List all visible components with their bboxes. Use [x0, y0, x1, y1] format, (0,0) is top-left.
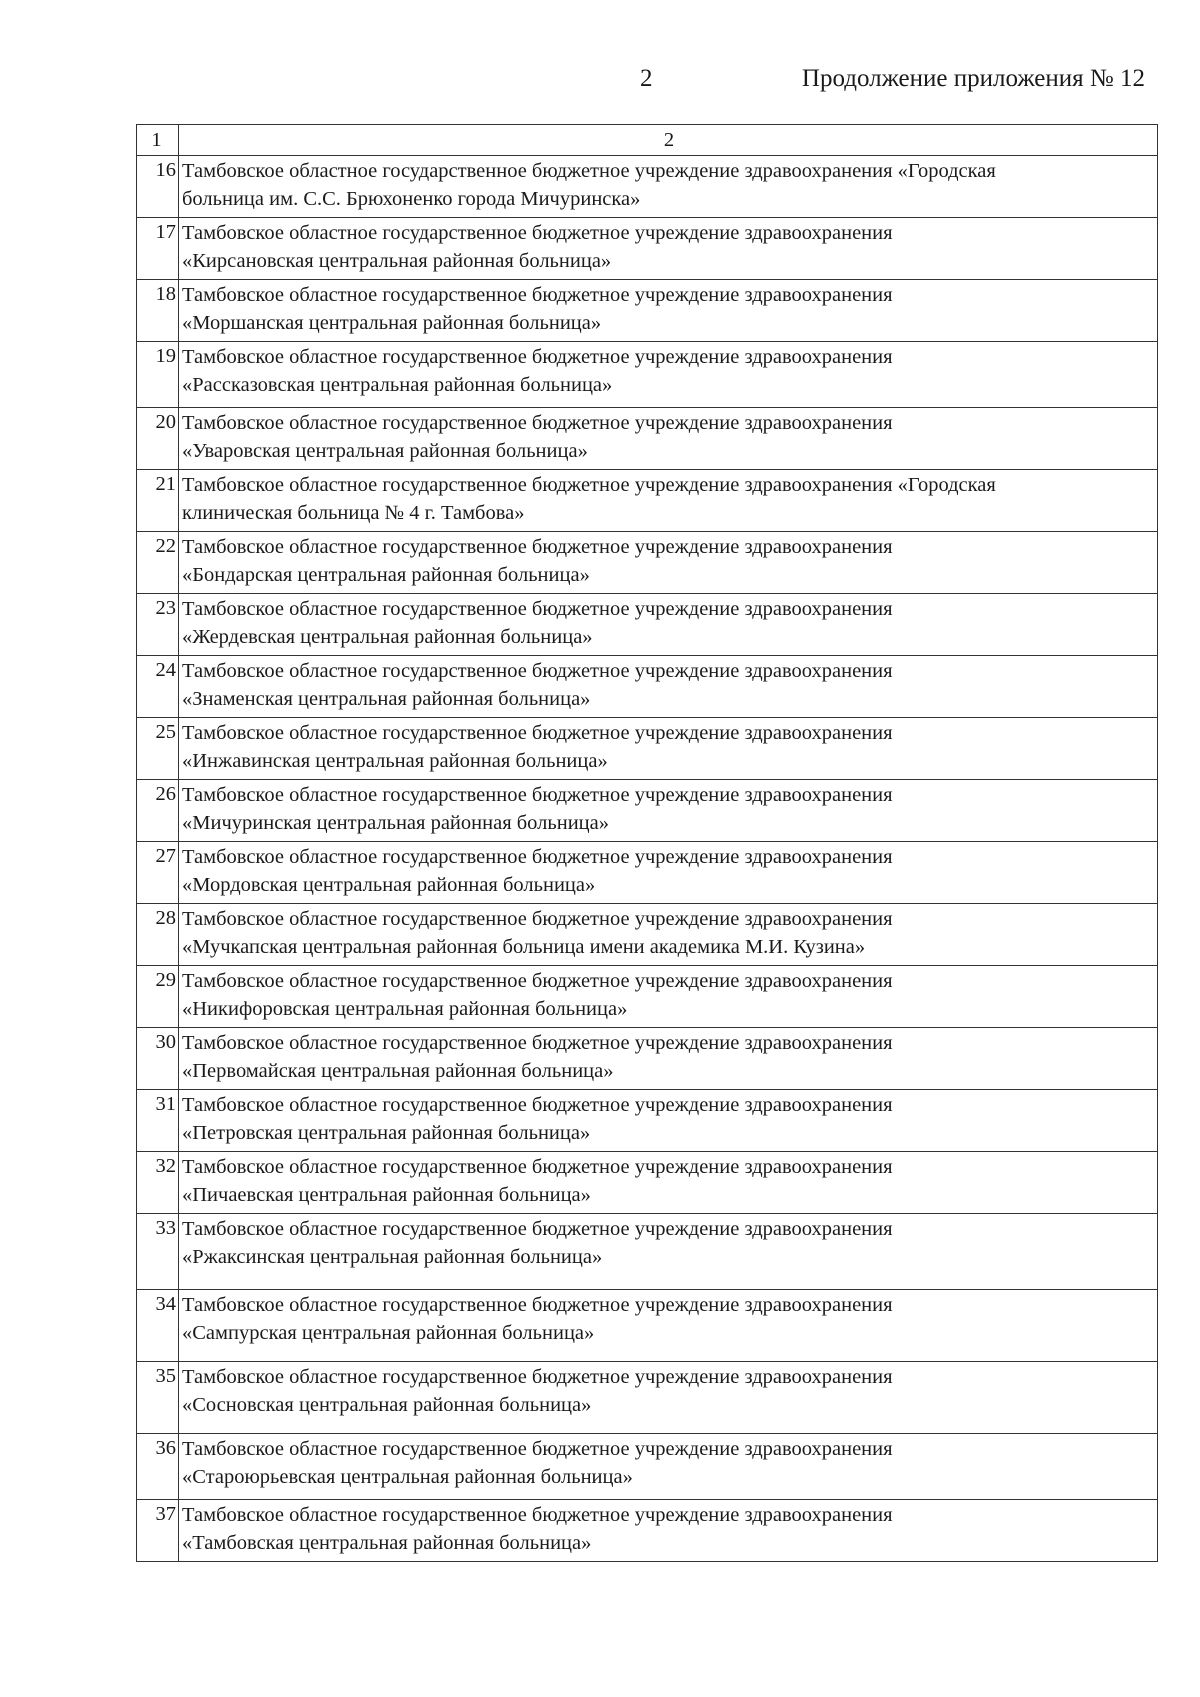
table-header-row: [137, 125, 1158, 156]
institution-name-line-2: «Уваровская центральная районная больница»: [182, 440, 588, 462]
institution-name-line-1: Тамбовское областное государственное бюджетное учреждение здравоохранения: [182, 1218, 893, 1240]
table-row: [137, 218, 1158, 280]
institution-name-line-1: Тамбовское областное государственное бюджетное учреждение здравоохранения: [182, 536, 893, 558]
institution-name-line-1: Тамбовское областное государственное бюджетное учреждение здравоохранения: [182, 1032, 893, 1054]
institution-name-line-1: Тамбовское областное государственное бюджетное учреждение здравоохранения: [182, 598, 893, 620]
table-row: [137, 1152, 1158, 1214]
institution-name-line-2: «Кирсановская центральная районная больница»: [182, 250, 612, 272]
row-number: 35: [137, 1362, 179, 1434]
institution-name-line-1: Тамбовское областное государственное бюджетное учреждение здравоохранения: [182, 722, 893, 744]
institution-name-line-1: Тамбовское областное государственное бюджетное учреждение здравоохранения: [182, 412, 893, 434]
table-row: [137, 280, 1158, 342]
table-row: [137, 1500, 1158, 1562]
row-number: 17: [137, 218, 179, 280]
institution-name-line-2: «Ржаксинская центральная районная больница»: [182, 1246, 603, 1268]
table-row: [137, 966, 1158, 1028]
institution-name: [179, 966, 1158, 1028]
table-row: [137, 718, 1158, 780]
institution-name-line-2: «Моршанская центральная районная больница»: [182, 312, 602, 334]
institution-name-line-1: Тамбовское областное государственное бюджетное учреждение здравоохранения: [182, 970, 893, 992]
row-number: 25: [137, 718, 179, 780]
row-number: 16: [137, 156, 179, 218]
row-number: 20: [137, 408, 179, 470]
institution-name-line-2: «Тамбовская центральная районная больница»: [182, 1532, 592, 1554]
institution-name-line-2: «Мучкапская центральная районная больница имени академика М.И. Кузина»: [182, 936, 866, 958]
table-row: [137, 656, 1158, 718]
institution-name-line-2: «Петровская центральная районная больница»: [182, 1122, 591, 1144]
row-number: 24: [137, 656, 179, 718]
table-row: [137, 842, 1158, 904]
institution-name-line-2: «Знаменская центральная районная больница»: [182, 688, 591, 710]
institution-name-line-2: «Староюрьевская центральная районная больница»: [182, 1466, 633, 1488]
institution-name-line-2: «Никифоровская центральная районная больница»: [182, 998, 628, 1020]
institution-name: [179, 470, 1158, 532]
institution-name: [179, 1434, 1158, 1500]
institution-name: [179, 1500, 1158, 1562]
institution-name: [179, 1028, 1158, 1090]
row-number: 32: [137, 1152, 179, 1214]
row-number: 18: [137, 280, 179, 342]
institution-name-line-1: Тамбовское областное государственное бюджетное учреждение здравоохранения: [182, 1294, 893, 1316]
institution-name: [179, 594, 1158, 656]
institution-name: [179, 532, 1158, 594]
table-row: [137, 470, 1158, 532]
row-number: 19: [137, 342, 179, 408]
institution-name-line-2: «Бондарская центральная районная больница»: [182, 564, 590, 586]
institution-name: [179, 156, 1158, 218]
institution-name: [179, 1290, 1158, 1362]
row-number: 26: [137, 780, 179, 842]
column-header-name: 2: [179, 125, 1158, 156]
institution-name-line-2: «Жердевская центральная районная больница»: [182, 626, 593, 648]
institution-name-line-1: Тамбовское областное государственное бюджетное учреждение здравоохранения: [182, 346, 893, 368]
row-number: 23: [137, 594, 179, 656]
institution-name-line-1: Тамбовское областное государственное бюджетное учреждение здравоохранения: [182, 222, 893, 244]
institution-name: [179, 1090, 1158, 1152]
row-number: 36: [137, 1434, 179, 1500]
table-row: [137, 1362, 1158, 1434]
table-row: [137, 594, 1158, 656]
institution-name-line-2: «Пичаевская центральная районная больница»: [182, 1184, 591, 1206]
table-row: [137, 532, 1158, 594]
continuation-label: Продолжение приложения № 12: [801, 65, 1145, 92]
institution-name-line-1: Тамбовское областное государственное бюджетное учреждение здравоохранения: [182, 1156, 893, 1178]
row-number: 34: [137, 1290, 179, 1362]
institution-name: [179, 656, 1158, 718]
table-row: [137, 156, 1158, 218]
table-row: [137, 1290, 1158, 1362]
row-number: 33: [137, 1214, 179, 1290]
table-row: [137, 1434, 1158, 1500]
institution-name-line-2: «Сампурская центральная районная больница»: [182, 1322, 595, 1344]
row-number: 21: [137, 470, 179, 532]
institution-name-line-1: Тамбовское областное государственное бюджетное учреждение здравоохранения: [182, 1438, 893, 1460]
institution-name: [179, 842, 1158, 904]
institution-name: [179, 780, 1158, 842]
row-number: 29: [137, 966, 179, 1028]
institution-name-line-1: Тамбовское областное государственное бюджетное учреждение здравоохранения: [182, 846, 893, 868]
row-number: 22: [137, 532, 179, 594]
table-row: [137, 1090, 1158, 1152]
institution-name-line-2: «Инжавинская центральная районная больница»: [182, 750, 608, 772]
row-number: 27: [137, 842, 179, 904]
institution-name: [179, 408, 1158, 470]
institution-name-line-2: «Сосновская центральная районная больница»: [182, 1394, 592, 1416]
institution-name: [179, 1214, 1158, 1290]
institution-name-line-2: клиническая больница № 4 г. Тамбова»: [182, 502, 525, 524]
table-row: [137, 1028, 1158, 1090]
institution-name: [179, 218, 1158, 280]
institution-name-line-1: Тамбовское областное государственное бюджетное учреждение здравоохранения: [182, 784, 893, 806]
column-header-number: 1: [137, 125, 179, 156]
table-body: [137, 125, 1158, 1562]
row-number: 30: [137, 1028, 179, 1090]
page-number: 2: [640, 65, 653, 92]
table-row: [137, 342, 1158, 408]
institution-name: [179, 1152, 1158, 1214]
institution-name-line-2: больница им. С.С. Брюхоненко города Мичуринска»: [182, 188, 641, 210]
institution-name-line-1: Тамбовское областное государственное бюджетное учреждение здравоохранения: [182, 1094, 893, 1116]
institution-name: [179, 718, 1158, 780]
institution-name: [179, 1362, 1158, 1434]
institution-name: [179, 280, 1158, 342]
table-row: [137, 904, 1158, 966]
institution-name: [179, 904, 1158, 966]
institution-name-line-2: «Мичуринская центральная районная больница»: [182, 812, 609, 834]
table-row: [137, 408, 1158, 470]
row-number: 31: [137, 1090, 179, 1152]
institutions-table: [136, 124, 1158, 1562]
institution-name-line-2: «Мордовская центральная районная больница»: [182, 874, 596, 896]
institution-name-line-2: «Первомайская центральная районная больница»: [182, 1060, 614, 1082]
row-number: 37: [137, 1500, 179, 1562]
institution-name-line-1: Тамбовское областное государственное бюджетное учреждение здравоохранения «Городская: [182, 160, 996, 182]
institution-name-line-1: Тамбовское областное государственное бюджетное учреждение здравоохранения «Городская: [182, 474, 996, 496]
table-row: [137, 1214, 1158, 1290]
institution-name-line-2: «Рассказовская центральная районная больница»: [182, 374, 613, 396]
institution-name-line-1: Тамбовское областное государственное бюджетное учреждение здравоохранения: [182, 1504, 893, 1526]
institution-name: [179, 342, 1158, 408]
table-row: [137, 780, 1158, 842]
institution-name-line-1: Тамбовское областное государственное бюджетное учреждение здравоохранения: [182, 908, 893, 930]
row-number: 28: [137, 904, 179, 966]
institution-name-line-1: Тамбовское областное государственное бюджетное учреждение здравоохранения: [182, 660, 893, 682]
institution-name-line-1: Тамбовское областное государственное бюджетное учреждение здравоохранения: [182, 1366, 893, 1388]
institution-name-line-1: Тамбовское областное государственное бюджетное учреждение здравоохранения: [182, 284, 893, 306]
